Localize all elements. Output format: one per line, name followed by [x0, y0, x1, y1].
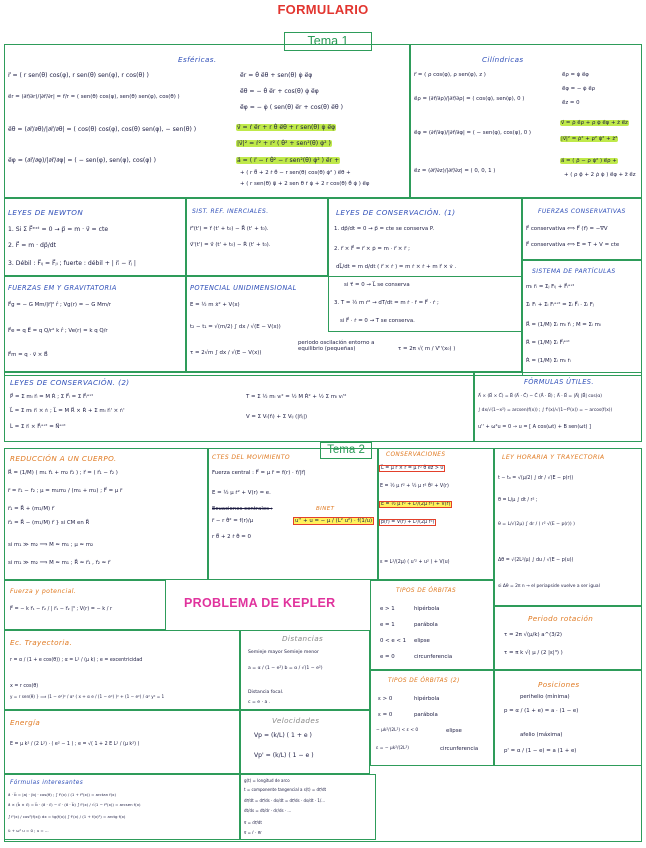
conservacion2-line: V = Σ Vᵢ(r⃗ᵢ) + Σ Vᵢⱼ (|r⃗ᵢⱼ|) [246, 414, 308, 420]
orbita2-name: circunferencia [440, 746, 479, 752]
vectores-line: v⃗ = ṙ · e⃗r [244, 830, 262, 835]
reduccion-heading: REDUCCIÓN A UN CUERPO. [10, 454, 117, 463]
posiciones-line: p = α / (1 + e) = a · (1 − e) [504, 708, 579, 714]
periodo-heading: Periodo rotación [528, 614, 594, 623]
trayectoria-line: y = r sen(θ) } ⟹ (1 − e²)² / α² ( x + α e / (1 − e²) )² + (1 − e²) / α² y² = 1 [10, 694, 165, 699]
potencial-line: τ = 2π √( m / V''(x₀) ) [398, 346, 456, 352]
conservacion1-line: si F⃗ · ṙ = 0 → T se conserva. [340, 318, 415, 324]
binet-heading: BINET [316, 506, 335, 512]
inerciales-heading: SIST. REF. INERCIALES. [192, 208, 269, 215]
velocidades-line: Vp' = (k/L) ( 1 − e ) [254, 752, 314, 759]
newton-law: 2. F⃗ = m · dp⃗/dt [8, 242, 57, 249]
vectores-line: v⃗ = dr⃗/dt [244, 820, 262, 825]
conservacion1-line: 3. T = ½ m ṙ² → dT/dt = m ṙ · r̈ = F⃗ · ṙ ; [334, 300, 439, 306]
orbita-cond: e > 1 [380, 606, 395, 612]
horaria-heading: LEY HORARIA Y TRAYECTORIA [502, 454, 605, 461]
vectores-line: g(t) = longitud de arco [244, 778, 290, 783]
trayectoria-line: r = α / (1 + e cos(θ)) ; α = L² / (μ k) ; e = excentricidad [10, 658, 143, 663]
orbita2-name: hipérbola [414, 696, 440, 702]
esfericas-velocity: v⃗ = ṙ e⃗r + r θ̇ e⃗θ + r sen(θ) φ̇ e⃗φ [237, 124, 336, 131]
esfericas-right-line: e⃗̇φ = − φ̇ ( sen(θ) e⃗r + cos(θ) e⃗θ ) [240, 104, 343, 111]
distancias-heading: Distancias [282, 634, 324, 643]
tipos-orbitas2-heading: TIPOS DE ÓRBITAS (2) [388, 678, 460, 684]
reduccion-line: r⃗₁ = R⃗ + (m₂/M) r⃗ [8, 506, 55, 512]
particulas-line: R̈ = (1/M) Σᵢ F⃗ᵢᵉˣᵗ [526, 340, 570, 346]
particulas-heading: SISTEMA DE PARTÍCULAS [532, 268, 616, 275]
ctes-line: Ecuaciones centrales : [212, 506, 273, 512]
orbita-name: hipérbola [414, 606, 440, 612]
periodo-line: τ = 2π √(μ/k) a^(3/2) [504, 632, 563, 638]
page-title: FORMULARIO [277, 2, 369, 17]
ctes-heading: CTES DEL MOVIMIENTO [212, 454, 291, 461]
conservativas-heading: FUERZAS CONSERVATIVAS [538, 208, 626, 215]
ctes-line: Fuerza central : F⃗ = μ r̈ = f(r) · r⃗/|r⃗| [212, 470, 306, 476]
esfericas-right-line: + ( r θ̈ + 2 ṙ θ̇ − r sen(θ) cos(θ) φ̇² ) e⃗θ + [240, 170, 351, 176]
esfericas-heading: Esféricas. [178, 55, 217, 64]
ctes-line: r θ̈ + 2 ṙ θ̇ = 0 [212, 534, 251, 540]
utiles-line: u'' + ω²u = 0 → u = [ A cos(ωt) + B sen(ωt) ] [478, 424, 591, 430]
periodo-line: τ = π k √( μ / (2 |ε|³) ) [504, 650, 563, 656]
newton-heading: LEYES DE NEWTON [8, 208, 84, 217]
cilindricas-speed: |v⃗|² = ρ̇² + ρ² φ̇² + ż² [561, 136, 618, 142]
tema2-label: Tema 2 [320, 442, 372, 459]
esfericas-right-line: e⃗̇θ = − θ̇ e⃗r + cos(θ) φ̇ e⃗φ [240, 88, 319, 95]
cilindricas-heading: Cilíndricas [482, 55, 524, 64]
conservacion1-line: 1. dp⃗/dt = 0 → p⃗ = cte se conserva P. [334, 226, 435, 232]
vectores-line: t = componente tangencial a s(t) = dr⃗/dt [244, 787, 327, 792]
kepler-title: PROBLEMA DE KEPLER [184, 596, 336, 610]
conservacion1-heading: LEYES DE CONSERVACIÓN. (1) [336, 208, 456, 217]
em-grav-line: F⃗g = − G Mm/|r⃗|² r̂ ; Vg(r) = − G Mm/r [8, 302, 112, 308]
esfericas-right-line: + ( r sen(θ) φ̈ + 2 sen θ ṙ φ̇ + 2 r cos(θ) θ̇ φ̇ ) e⃗φ [240, 181, 370, 187]
orbita-cond: 0 < e < 1 [380, 638, 407, 644]
em-grav-line: F⃗m = q · v⃗ × B⃗ [8, 352, 48, 358]
cilindricas-line: e⃗ρ = (∂r⃗/∂ρ)/|∂r⃗/∂ρ| = ( cos(φ), sen(φ), 0 ) [414, 96, 525, 102]
cilindricas-right-line: e⃗̇ρ = φ̇ e⃗φ [562, 72, 589, 78]
orbita-name: circunferencia [414, 654, 453, 660]
distancias-line: a = α / (1 − e²) b = α / √(1 − e²) [248, 666, 323, 671]
horaria-line: si Δθ = 2π n → el periapside vuelve a ser igual [498, 584, 600, 589]
em-grav-line: F⃗e = q E⃗ = q Q/r² k r̂ ; Ve(r) = k q Q/r [8, 328, 108, 334]
potencial-line: E = ½ m ẋ² + V(x) [190, 302, 240, 308]
interesantes-line: ü + ω² u = 0 ; u = ... [8, 828, 49, 833]
horaria-line: t − t₀ = √(μ/2) ∫ dr / √(E − p(r)) [498, 476, 574, 481]
orbita-cond: e = 0 [380, 654, 395, 660]
reduccion-line: r̈ = r̈₁ − r̈₂ ; μ = m₁m₂ / (m₁ + m₂) ; F⃗ = μ r̈ [8, 488, 123, 494]
interesantes-heading: Fórmulas interesantes [10, 780, 84, 786]
orbita2-name: parábola [414, 712, 438, 718]
conservaciones-line: E = ½ μ ṙ² + ½ μ r² θ̇² + V(r) [380, 484, 449, 489]
velocidades-heading: Velocidades [272, 716, 320, 725]
vectores-line: dr⃗/dt = dr⃗/ds · ds/dt = dr⃗/ds · ds/dt · 1/... [244, 798, 326, 803]
reduccion-line: si m₁ ≫ m₂ ⟹ M ≃ m₁ ; μ ≃ m₂ [8, 542, 94, 548]
conservacion2-line: T = Σ ½ mᵢ vᵢ² = ½ M Ṙ² + ½ Σ mᵢ vᵢ'² [246, 394, 347, 400]
conservacion2-line: L⃗ = Σ mᵢ r⃗ᵢ × ṙᵢ ; L⃗ = M R⃗ × Ṙ + Σ mᵢ r⃗ᵢ' × ṙᵢ' [10, 408, 125, 414]
distancias-line: Distancia focal. [248, 690, 284, 695]
posiciones-line: p' = α / (1 − e) = a (1 + e) [504, 748, 577, 754]
horaria-line: Δθ = √(2L²/μ) ∫ du / √(E − p(u)) [498, 558, 574, 563]
conservacion2-heading: LEYES DE CONSERVACIÓN. (2) [10, 378, 130, 387]
cilindricas-accel: a⃗ = ( ρ̈ − ρ φ̇² ) e⃗ρ + [561, 158, 617, 164]
cilindricas-right-line: + ( ρ φ̈ + 2 ρ̇ φ̇ ) e⃗φ + z̈ e⃗z [564, 172, 636, 178]
conservacion2-line: L̇ = Σ r⃗ᵢ × F⃗ᵢᵉˣᵗ = N⃗ᵉˣᵗ [10, 424, 66, 430]
ctes-box [208, 448, 378, 580]
interesantes-line: a⃗ · b⃗ = |a| · |b| · cos(θ) ; ∫ f'(x) / (1 + f²(x)) = arctan f(x) [8, 792, 116, 797]
posiciones-line: perihelio (mínima) [520, 694, 570, 700]
cilindricas-line: r⃗ = ( ρ cos(φ), ρ sen(φ), z ) [414, 72, 486, 78]
energia-line: E = μ k² / (2 L²) · ( e² − 1 ) ; e = √( 1 + 2 E L² / (μ k²) ) [10, 742, 140, 747]
posiciones-line: afelio (máxima) [520, 732, 563, 738]
reduccion-line: R⃗ = (1/M) ( m₁ r⃗₁ + m₂ r⃗₂ ) ; r⃗ = ( r⃗₁ − r⃗₂ ) [8, 470, 118, 476]
orbita2-cond: − μk²/(2L²) < ε < 0 [376, 728, 419, 733]
distancias-line: Semieje mayor Semieje menor [248, 650, 319, 655]
conservaciones-heading: CONSERVACIONES [386, 452, 446, 458]
cilindricas-line: e⃗φ = (∂r⃗/∂φ)/|∂r⃗/∂φ| = ( − sen(φ), cos(φ), 0 ) [414, 130, 532, 136]
utiles-line: ∫ dx/√(1−x²) = arcsen(f(x)) ; ∫ f'(x)/√(1−f²(x)) = − arcos(f(x)) [478, 408, 613, 413]
potencial-line: τ = 2√m ∫ dx / √(E − V(x)) [190, 350, 262, 356]
conservacion1-line: 2. r⃗ × F⃗ = r⃗ × ṗ = m · r⃗ × r̈ ; [334, 246, 410, 252]
reduccion-line: si m₁ ≫ m₂ ⟹ M ≃ m₁ ; R⃗ ≃ r⃗₁ , r⃗₂ ≃ r⃗ [8, 560, 111, 566]
vectores-line: dt/ds = dt/dr · dr/ds · ... [244, 808, 292, 813]
conservacion2-line: P⃗ = Σ mᵢ r⃗ᵢ = M Ṙ ; Σ F⃗ᵢ = Σ F⃗ᵢᵉˣᵗ [10, 394, 94, 400]
conservacion1-line: dL⃗/dt = m d/dt ( r⃗ × ṙ ) = m ṙ × ṙ + m r⃗ × v̇ . [336, 264, 457, 270]
conservaciones-line: ε = L²/(2μ) ( u'² + u² ) + V(u) [380, 560, 450, 565]
trayectoria-line: x = r cos(θ) [10, 684, 39, 689]
fuerza-potencial-line: F⃗ = − k r⃗₁ − r⃗₂ / | r⃗₁ − r⃗₂ |³ ; V(r) = − k / r [10, 606, 113, 612]
binet-formula: u'' + u = − μ / (L² u²) · f(1/u) [295, 518, 373, 524]
esfericas-line: e⃗r = (∂r⃗/∂r)/|∂r⃗/∂r| = r⃗/r = ( sen(θ) cos(φ), sen(θ) sen(φ), cos(θ) ) [8, 94, 180, 100]
horaria-line: θ = L/√(2μ) ∫ dr / ( r² √(E − p(r)) ) [498, 522, 575, 527]
conservaciones-line: p(r) = V(r) + L²/(2μ r²) [381, 520, 435, 525]
newton-law: 1. Si Σ F⃗ᵉˣᵗ = 0 → p⃗ = m · v⃗ = cte [8, 226, 109, 233]
cilindricas-right-line: e⃗̇φ = − φ̇ e⃗ρ [562, 86, 596, 92]
conservativas-line: F⃗ conservativa ⟺ E = T + V = cte [526, 242, 620, 248]
interesantes-line: ∫ f'(x) / cos²(f(x)) dx = tg(f(x)) ∫ f'(x) / (1 + f(x)²) = arctg f(x) [8, 814, 126, 819]
utiles-line: A⃗ × (B⃗ × C⃗) = B⃗ (A⃗ · C⃗) − C⃗ (A⃗ · B⃗) ; A⃗ · B⃗ = |A⃗| |B⃗| cos(α) [478, 394, 602, 399]
conservaciones-line: E = ½ μ ṙ² + L²/(2μ r²) + V(r) [381, 502, 451, 507]
potencial-heading: POTENCIAL UNIDIMENSIONAL [190, 284, 297, 292]
ctes-line: E = ½ μ ṙ² + V(r) = e. [212, 490, 271, 496]
orbita-name: elipse [414, 638, 430, 644]
newton-law: 3. Débil : F⃗ᵢⱼ = F⃗ⱼᵢ ; fuerte : débil + | r⃗ᵢ − r⃗ⱼ | [8, 260, 136, 267]
esfericas-line: e⃗θ = (∂r⃗/∂θ)/|∂r⃗/∂θ| = ( cos(θ) cos(φ), cos(θ) sen(φ), − sen(θ) ) [8, 126, 197, 133]
utiles-heading: FÓRMULAS ÚTILES. [524, 378, 594, 386]
esfericas-line: r⃗ = ( r sen(θ) cos(φ), r sen(θ) sen(φ), r cos(θ) ) [8, 72, 149, 79]
cilindricas-velocity: v⃗ = ρ̇ e⃗ρ + ρ φ̇ e⃗φ + ż e⃗z [561, 120, 628, 126]
cilindricas-right-line: e⃗̇z = 0 [562, 100, 580, 106]
orbita2-cond: ε = 0 [378, 712, 393, 718]
posiciones-heading: Posiciones [538, 680, 580, 689]
esfericas-right-line: e⃗̇r = θ̇ e⃗θ + sen(θ) φ̇ e⃗φ [240, 72, 313, 79]
conservativas-line: F⃗ conservativa ⟺ F⃗ (r⃗) = −∇V [526, 226, 608, 232]
reduccion-line: r⃗₂ = R⃗ − (m₁/M) r⃗ } si CM en R⃗ [8, 520, 90, 526]
orbita-cond: e = 1 [380, 622, 395, 628]
energia-heading: Energía [10, 718, 41, 727]
esfericas-speed: |v⃗|² = ṙ² + r² ( θ̇² + sen²(θ) φ̇² ) [237, 140, 331, 147]
conservacion1-line: si τ⃗ = 0 → L⃗ se conserva [344, 282, 410, 288]
esfericas-accel: a⃗ = ( r̈ − r θ̇² − r sen²(θ) φ̇² ) e⃗r + [237, 157, 340, 164]
em-grav-heading: FUERZAS EM Y GRAVITATORIA [8, 284, 117, 292]
horaria-line: θ = L/μ ∫ dt / r² ; [498, 498, 538, 503]
orbita2-cond: ε > 0 [378, 696, 393, 702]
fuerza-potencial-heading: Fuerza y potencial. [10, 588, 77, 595]
cilindricas-line: e⃗z = (∂r⃗/∂z)/|∂r⃗/∂z| = ( 0, 0, 1 ) [414, 168, 496, 174]
velocidades-line: Vp = (k/L) ( 1 + e ) [254, 732, 312, 739]
conservaciones-line: L⃗ = μ r⃗ × ṙ = μ r² θ̇ e⃗z > 0 [381, 466, 444, 471]
potencial-line: t₂ − t₁ = √(m/2) ∫ dx / √(E − V(x)) [190, 324, 281, 330]
interesantes-line: a⃗ × (b⃗ × c⃗) = b⃗ · (a⃗ · c⃗) − c⃗ · (a⃗ · b⃗) ∫ f'(x) / √(1 − f²(x)) = arcsen f(x) [8, 802, 141, 807]
esfericas-line: e⃗φ = (∂r⃗/∂φ)/|∂r⃗/∂φ| = ( − sen(φ), sen(φ), cos(φ) ) [8, 157, 156, 164]
tema1-label: Tema 1 [284, 32, 372, 51]
inerciales-line: v⃗'(t') = v⃗ (t' + t₀) − Ṙ (t' + t₀). [190, 242, 271, 248]
orbita2-name: elipse [446, 728, 462, 734]
tipos-orbitas-heading: TIPOS DE ÓRBITAS [396, 588, 457, 594]
trayectoria-heading: Ec. Trayectoria. [10, 638, 73, 647]
ctes-line: r̈ − r θ̇² = f(r)/μ [212, 518, 254, 524]
particulas-line: Σᵢ Fᵢ + Σᵢ Fᵢᵉˣᵗ = Σᵢ F⃗ᵢ · Σᵢ Fⱼ [526, 302, 594, 308]
particulas-line: R⃗ = (1/M) Σᵢ mᵢ r⃗ᵢ ; M = Σᵢ mᵢ [526, 322, 601, 328]
particulas-line: Ṙ = (1/M) Σᵢ mᵢ ṙᵢ [526, 358, 571, 364]
potencial-note: periodo oscilación entorno a equilibrio (pequeñas) [298, 340, 375, 352]
orbita2-cond: ε = − μk²/(2L²) [376, 746, 409, 751]
inerciales-line: r⃗'(t') = r⃗ (t' + t₀) − R⃗ (t' + t₀). [190, 226, 269, 232]
orbita-name: parábola [414, 622, 438, 628]
distancias-line: c = e · a . [248, 700, 271, 705]
particulas-line: mᵢ r̈ᵢ = Σⱼ Fᵢⱼ + F⃗ᵢᵉˣᵗ [526, 284, 575, 290]
